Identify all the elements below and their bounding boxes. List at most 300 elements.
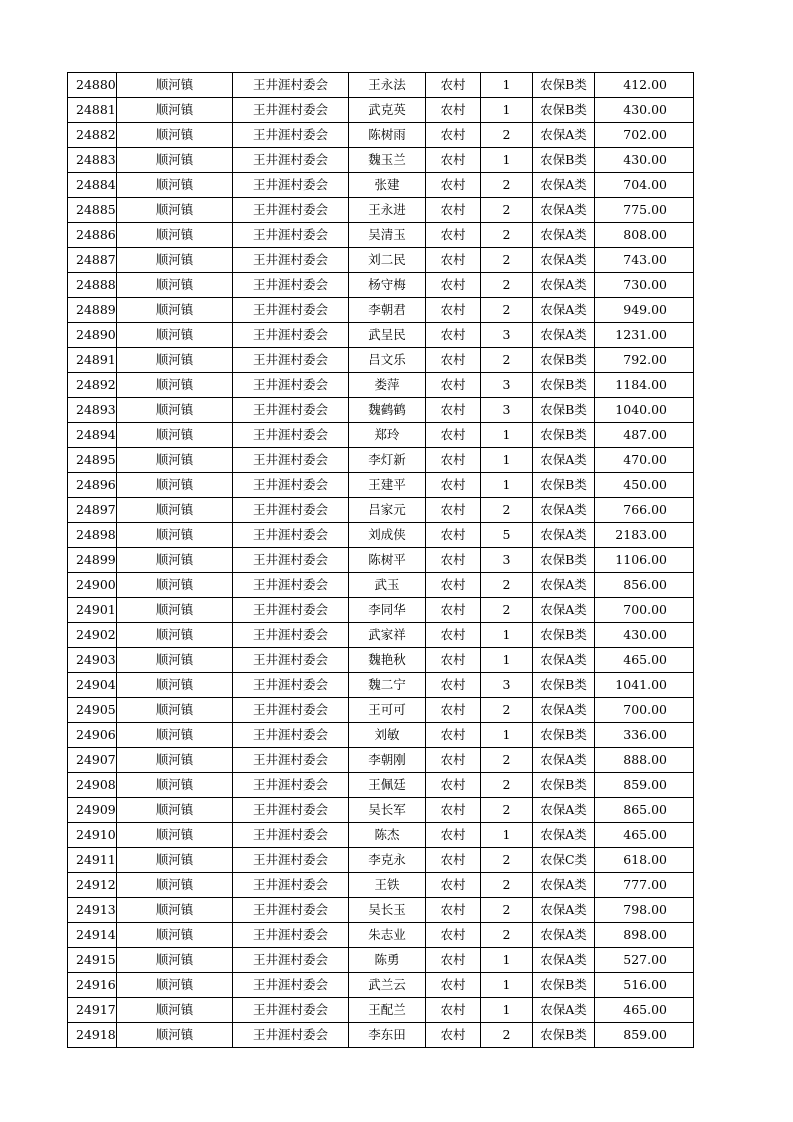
row-id-cell: 24902 (68, 623, 117, 648)
amount-cell: 704.00 (595, 173, 694, 198)
area-type-cell: 农村 (426, 173, 481, 198)
person-name-cell: 魏鹤鹤 (349, 398, 426, 423)
village-committee-cell: 王井涯村委会 (233, 873, 349, 898)
town-cell: 顺河镇 (117, 323, 233, 348)
household-count-cell: 1 (481, 998, 533, 1023)
amount-cell: 1106.00 (595, 548, 694, 573)
amount-cell: 430.00 (595, 623, 694, 648)
town-cell: 顺河镇 (117, 123, 233, 148)
person-name-cell: 王配兰 (349, 998, 426, 1023)
category-cell: 农保A类 (533, 948, 595, 973)
category-cell: 农保A类 (533, 648, 595, 673)
category-cell: 农保A类 (533, 923, 595, 948)
household-count-cell: 1 (481, 948, 533, 973)
amount-cell: 949.00 (595, 298, 694, 323)
area-type-cell: 农村 (426, 898, 481, 923)
town-cell: 顺河镇 (117, 198, 233, 223)
table-row (68, 123, 694, 148)
area-type-cell: 农村 (426, 698, 481, 723)
village-committee-cell: 王井涯村委会 (233, 973, 349, 998)
category-cell: 农保A类 (533, 448, 595, 473)
category-cell: 农保A类 (533, 248, 595, 273)
area-type-cell: 农村 (426, 273, 481, 298)
village-committee-cell: 王井涯村委会 (233, 473, 349, 498)
area-type-cell: 农村 (426, 798, 481, 823)
category-cell: 农保B类 (533, 473, 595, 498)
town-cell: 顺河镇 (117, 1023, 233, 1048)
person-name-cell: 王佩廷 (349, 773, 426, 798)
table-row (68, 873, 694, 898)
village-committee-cell: 王井涯村委会 (233, 748, 349, 773)
household-count-cell: 1 (481, 98, 533, 123)
area-type-cell: 农村 (426, 748, 481, 773)
village-committee-cell: 王井涯村委会 (233, 423, 349, 448)
row-id-cell: 24918 (68, 1023, 117, 1048)
person-name-cell: 杨守梅 (349, 273, 426, 298)
area-type-cell: 农村 (426, 448, 481, 473)
person-name-cell: 武家祥 (349, 623, 426, 648)
category-cell: 农保B类 (533, 148, 595, 173)
table-row (68, 173, 694, 198)
town-cell: 顺河镇 (117, 848, 233, 873)
category-cell: 农保A类 (533, 323, 595, 348)
person-name-cell: 李克永 (349, 848, 426, 873)
household-count-cell: 1 (481, 448, 533, 473)
table-row (68, 698, 694, 723)
category-cell: 农保A类 (533, 123, 595, 148)
category-cell: 农保A类 (533, 898, 595, 923)
table-row (68, 773, 694, 798)
category-cell: 农保B类 (533, 398, 595, 423)
person-name-cell: 吕家元 (349, 498, 426, 523)
household-count-cell: 3 (481, 373, 533, 398)
amount-cell: 808.00 (595, 223, 694, 248)
row-id-cell: 24914 (68, 923, 117, 948)
village-committee-cell: 王井涯村委会 (233, 823, 349, 848)
village-committee-cell: 王井涯村委会 (233, 373, 349, 398)
area-type-cell: 农村 (426, 523, 481, 548)
town-cell: 顺河镇 (117, 98, 233, 123)
village-committee-cell: 王井涯村委会 (233, 698, 349, 723)
town-cell: 顺河镇 (117, 698, 233, 723)
village-committee-cell: 王井涯村委会 (233, 148, 349, 173)
area-type-cell: 农村 (426, 73, 481, 98)
category-cell: 农保A类 (533, 698, 595, 723)
town-cell: 顺河镇 (117, 148, 233, 173)
household-count-cell: 2 (481, 898, 533, 923)
person-name-cell: 魏玉兰 (349, 148, 426, 173)
row-id-cell: 24881 (68, 98, 117, 123)
town-cell: 顺河镇 (117, 248, 233, 273)
table-row (68, 248, 694, 273)
area-type-cell: 农村 (426, 923, 481, 948)
amount-cell: 618.00 (595, 848, 694, 873)
row-id-cell: 24906 (68, 723, 117, 748)
village-committee-cell: 王井涯村委会 (233, 498, 349, 523)
town-cell: 顺河镇 (117, 623, 233, 648)
row-id-cell: 24890 (68, 323, 117, 348)
town-cell: 顺河镇 (117, 948, 233, 973)
town-cell: 顺河镇 (117, 498, 233, 523)
household-count-cell: 2 (481, 498, 533, 523)
town-cell: 顺河镇 (117, 448, 233, 473)
town-cell: 顺河镇 (117, 573, 233, 598)
amount-cell: 859.00 (595, 773, 694, 798)
row-id-cell: 24904 (68, 673, 117, 698)
area-type-cell: 农村 (426, 848, 481, 873)
person-name-cell: 王永进 (349, 198, 426, 223)
household-count-cell: 1 (481, 423, 533, 448)
village-committee-cell: 王井涯村委会 (233, 398, 349, 423)
category-cell: 农保A类 (533, 573, 595, 598)
village-committee-cell: 王井涯村委会 (233, 173, 349, 198)
category-cell: 农保A类 (533, 998, 595, 1023)
amount-cell: 430.00 (595, 148, 694, 173)
area-type-cell: 农村 (426, 98, 481, 123)
table-row (68, 898, 694, 923)
household-count-cell: 3 (481, 548, 533, 573)
household-count-cell: 3 (481, 673, 533, 698)
table-row (68, 98, 694, 123)
village-committee-cell: 王井涯村委会 (233, 648, 349, 673)
town-cell: 顺河镇 (117, 398, 233, 423)
area-type-cell: 农村 (426, 348, 481, 373)
category-cell: 农保A类 (533, 223, 595, 248)
amount-cell: 792.00 (595, 348, 694, 373)
village-committee-cell: 王井涯村委会 (233, 323, 349, 348)
town-cell: 顺河镇 (117, 373, 233, 398)
village-committee-cell: 王井涯村委会 (233, 898, 349, 923)
category-cell: 农保A类 (533, 198, 595, 223)
row-id-cell: 24897 (68, 498, 117, 523)
amount-cell: 465.00 (595, 823, 694, 848)
category-cell: 农保B类 (533, 973, 595, 998)
village-committee-cell: 王井涯村委会 (233, 273, 349, 298)
table-row (68, 798, 694, 823)
area-type-cell: 农村 (426, 548, 481, 573)
table-body (68, 73, 694, 1048)
amount-cell: 766.00 (595, 498, 694, 523)
area-type-cell: 农村 (426, 1023, 481, 1048)
village-committee-cell: 王井涯村委会 (233, 573, 349, 598)
household-count-cell: 1 (481, 623, 533, 648)
category-cell: 农保B类 (533, 548, 595, 573)
table-row (68, 1023, 694, 1048)
category-cell: 农保B类 (533, 723, 595, 748)
category-cell: 农保C类 (533, 848, 595, 873)
category-cell: 农保A类 (533, 298, 595, 323)
table-row (68, 223, 694, 248)
household-count-cell: 1 (481, 648, 533, 673)
area-type-cell: 农村 (426, 423, 481, 448)
town-cell: 顺河镇 (117, 723, 233, 748)
row-id-cell: 24884 (68, 173, 117, 198)
area-type-cell: 农村 (426, 673, 481, 698)
row-id-cell: 24893 (68, 398, 117, 423)
amount-cell: 2183.00 (595, 523, 694, 548)
row-id-cell: 24888 (68, 273, 117, 298)
area-type-cell: 农村 (426, 223, 481, 248)
household-count-cell: 2 (481, 273, 533, 298)
amount-cell: 465.00 (595, 648, 694, 673)
amount-cell: 859.00 (595, 1023, 694, 1048)
row-id-cell: 24905 (68, 698, 117, 723)
town-cell: 顺河镇 (117, 348, 233, 373)
village-committee-cell: 王井涯村委会 (233, 298, 349, 323)
person-name-cell: 刘二民 (349, 248, 426, 273)
area-type-cell: 农村 (426, 873, 481, 898)
person-name-cell: 陈杰 (349, 823, 426, 848)
area-type-cell: 农村 (426, 248, 481, 273)
table-row (68, 948, 694, 973)
row-id-cell: 24903 (68, 648, 117, 673)
household-count-cell: 2 (481, 573, 533, 598)
person-name-cell: 吴长军 (349, 798, 426, 823)
category-cell: 农保B类 (533, 373, 595, 398)
category-cell: 农保B类 (533, 1023, 595, 1048)
person-name-cell: 武兰云 (349, 973, 426, 998)
person-name-cell: 李朝刚 (349, 748, 426, 773)
table-row (68, 623, 694, 648)
amount-cell: 527.00 (595, 948, 694, 973)
category-cell: 农保A类 (533, 498, 595, 523)
person-name-cell: 王可可 (349, 698, 426, 723)
area-type-cell: 农村 (426, 573, 481, 598)
table-row (68, 298, 694, 323)
row-id-cell: 24908 (68, 773, 117, 798)
household-count-cell: 1 (481, 973, 533, 998)
village-committee-cell: 王井涯村委会 (233, 773, 349, 798)
category-cell: 农保B类 (533, 673, 595, 698)
category-cell: 农保A类 (533, 173, 595, 198)
person-name-cell: 李东田 (349, 1023, 426, 1048)
household-count-cell: 5 (481, 523, 533, 548)
village-committee-cell: 王井涯村委会 (233, 223, 349, 248)
row-id-cell: 24886 (68, 223, 117, 248)
table-row (68, 323, 694, 348)
row-id-cell: 24887 (68, 248, 117, 273)
household-count-cell: 2 (481, 773, 533, 798)
row-id-cell: 24901 (68, 598, 117, 623)
person-name-cell: 吴清玉 (349, 223, 426, 248)
row-id-cell: 24894 (68, 423, 117, 448)
household-count-cell: 2 (481, 198, 533, 223)
household-count-cell: 1 (481, 473, 533, 498)
amount-cell: 798.00 (595, 898, 694, 923)
household-count-cell: 1 (481, 148, 533, 173)
records-table (67, 72, 694, 1048)
town-cell: 顺河镇 (117, 823, 233, 848)
village-committee-cell: 王井涯村委会 (233, 798, 349, 823)
person-name-cell: 王永法 (349, 73, 426, 98)
village-committee-cell: 王井涯村委会 (233, 73, 349, 98)
category-cell: 农保A类 (533, 873, 595, 898)
row-id-cell: 24915 (68, 948, 117, 973)
amount-cell: 1231.00 (595, 323, 694, 348)
person-name-cell: 王铁 (349, 873, 426, 898)
row-id-cell: 24885 (68, 198, 117, 223)
category-cell: 农保B类 (533, 773, 595, 798)
town-cell: 顺河镇 (117, 673, 233, 698)
row-id-cell: 24892 (68, 373, 117, 398)
household-count-cell: 2 (481, 873, 533, 898)
household-count-cell: 2 (481, 223, 533, 248)
town-cell: 顺河镇 (117, 598, 233, 623)
area-type-cell: 农村 (426, 973, 481, 998)
amount-cell: 743.00 (595, 248, 694, 273)
table-row (68, 348, 694, 373)
town-cell: 顺河镇 (117, 898, 233, 923)
category-cell: 农保A类 (533, 523, 595, 548)
area-type-cell: 农村 (426, 123, 481, 148)
area-type-cell: 农村 (426, 473, 481, 498)
row-id-cell: 24909 (68, 798, 117, 823)
town-cell: 顺河镇 (117, 173, 233, 198)
table-row (68, 198, 694, 223)
area-type-cell: 农村 (426, 723, 481, 748)
village-committee-cell: 王井涯村委会 (233, 348, 349, 373)
amount-cell: 777.00 (595, 873, 694, 898)
village-committee-cell: 王井涯村委会 (233, 848, 349, 873)
amount-cell: 1041.00 (595, 673, 694, 698)
area-type-cell: 农村 (426, 398, 481, 423)
table-row (68, 648, 694, 673)
table-row (68, 523, 694, 548)
town-cell: 顺河镇 (117, 423, 233, 448)
row-id-cell: 24882 (68, 123, 117, 148)
amount-cell: 898.00 (595, 923, 694, 948)
person-name-cell: 武呈民 (349, 323, 426, 348)
row-id-cell: 24912 (68, 873, 117, 898)
amount-cell: 516.00 (595, 973, 694, 998)
amount-cell: 702.00 (595, 123, 694, 148)
table-row (68, 748, 694, 773)
table-row (68, 823, 694, 848)
household-count-cell: 2 (481, 923, 533, 948)
household-count-cell: 2 (481, 698, 533, 723)
town-cell: 顺河镇 (117, 648, 233, 673)
town-cell: 顺河镇 (117, 873, 233, 898)
person-name-cell: 吴长玉 (349, 898, 426, 923)
village-committee-cell: 王井涯村委会 (233, 523, 349, 548)
person-name-cell: 朱志业 (349, 923, 426, 948)
person-name-cell: 陈树雨 (349, 123, 426, 148)
table-row (68, 923, 694, 948)
amount-cell: 1040.00 (595, 398, 694, 423)
amount-cell: 470.00 (595, 448, 694, 473)
area-type-cell: 农村 (426, 948, 481, 973)
row-id-cell: 24898 (68, 523, 117, 548)
row-id-cell: 24891 (68, 348, 117, 373)
category-cell: 农保A类 (533, 273, 595, 298)
person-name-cell: 李灯新 (349, 448, 426, 473)
row-id-cell: 24889 (68, 298, 117, 323)
village-committee-cell: 王井涯村委会 (233, 98, 349, 123)
village-committee-cell: 王井涯村委会 (233, 923, 349, 948)
amount-cell: 700.00 (595, 698, 694, 723)
row-id-cell: 24880 (68, 73, 117, 98)
category-cell: 农保B类 (533, 98, 595, 123)
household-count-cell: 2 (481, 123, 533, 148)
household-count-cell: 1 (481, 823, 533, 848)
table-row (68, 398, 694, 423)
amount-cell: 450.00 (595, 473, 694, 498)
village-committee-cell: 王井涯村委会 (233, 598, 349, 623)
table-row (68, 848, 694, 873)
household-count-cell: 2 (481, 298, 533, 323)
village-committee-cell: 王井涯村委会 (233, 948, 349, 973)
town-cell: 顺河镇 (117, 473, 233, 498)
village-committee-cell: 王井涯村委会 (233, 623, 349, 648)
amount-cell: 730.00 (595, 273, 694, 298)
household-count-cell: 1 (481, 723, 533, 748)
table-row (68, 673, 694, 698)
row-id-cell: 24917 (68, 998, 117, 1023)
amount-cell: 888.00 (595, 748, 694, 773)
person-name-cell: 王建平 (349, 473, 426, 498)
person-name-cell: 李同华 (349, 598, 426, 623)
category-cell: 农保B类 (533, 423, 595, 448)
table-row (68, 598, 694, 623)
area-type-cell: 农村 (426, 298, 481, 323)
person-name-cell: 武克英 (349, 98, 426, 123)
person-name-cell: 娄萍 (349, 373, 426, 398)
area-type-cell: 农村 (426, 498, 481, 523)
category-cell: 农保A类 (533, 823, 595, 848)
row-id-cell: 24911 (68, 848, 117, 873)
row-id-cell: 24910 (68, 823, 117, 848)
person-name-cell: 魏二宁 (349, 673, 426, 698)
row-id-cell: 24883 (68, 148, 117, 173)
row-id-cell: 24907 (68, 748, 117, 773)
category-cell: 农保A类 (533, 798, 595, 823)
area-type-cell: 农村 (426, 323, 481, 348)
village-committee-cell: 王井涯村委会 (233, 248, 349, 273)
person-name-cell: 吕文乐 (349, 348, 426, 373)
household-count-cell: 3 (481, 323, 533, 348)
town-cell: 顺河镇 (117, 748, 233, 773)
village-committee-cell: 王井涯村委会 (233, 198, 349, 223)
town-cell: 顺河镇 (117, 548, 233, 573)
village-committee-cell: 王井涯村委会 (233, 998, 349, 1023)
town-cell: 顺河镇 (117, 798, 233, 823)
area-type-cell: 农村 (426, 623, 481, 648)
category-cell: 农保A类 (533, 748, 595, 773)
area-type-cell: 农村 (426, 148, 481, 173)
village-committee-cell: 王井涯村委会 (233, 548, 349, 573)
household-count-cell: 2 (481, 248, 533, 273)
amount-cell: 700.00 (595, 598, 694, 623)
amount-cell: 1184.00 (595, 373, 694, 398)
village-committee-cell: 王井涯村委会 (233, 723, 349, 748)
table-row (68, 498, 694, 523)
table-row (68, 548, 694, 573)
town-cell: 顺河镇 (117, 298, 233, 323)
amount-cell: 430.00 (595, 98, 694, 123)
table-row (68, 423, 694, 448)
table-row (68, 573, 694, 598)
amount-cell: 465.00 (595, 998, 694, 1023)
town-cell: 顺河镇 (117, 973, 233, 998)
household-count-cell: 2 (481, 748, 533, 773)
table-row (68, 448, 694, 473)
household-count-cell: 1 (481, 73, 533, 98)
area-type-cell: 农村 (426, 598, 481, 623)
household-count-cell: 2 (481, 598, 533, 623)
table-row (68, 473, 694, 498)
household-count-cell: 2 (481, 348, 533, 373)
town-cell: 顺河镇 (117, 223, 233, 248)
